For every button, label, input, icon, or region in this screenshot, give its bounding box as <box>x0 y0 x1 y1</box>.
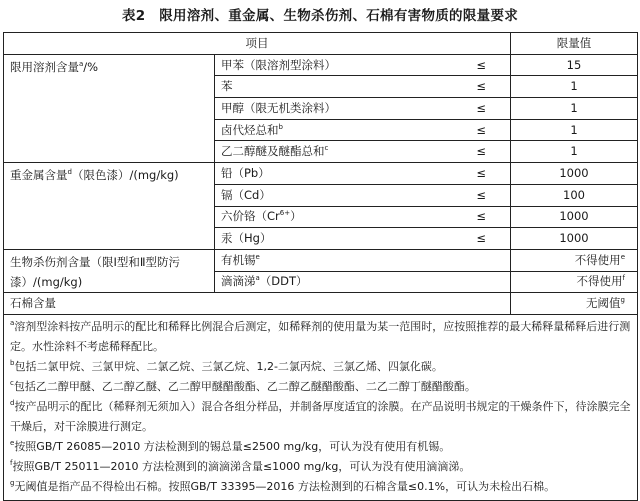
item-cell: 铅（Pb） <box>215 163 453 185</box>
footnote: $^d$按产品明示的配比（稀释剂无须加入）混合各组分样品，并制备厚度适宜的涂膜。在产品说明书规定的干燥条件下，待涂膜完全干燥后，对干涂膜进行测定。 <box>10 398 631 433</box>
footnote: $^b$包括二氯甲烷、三氯甲烷、二氯乙烷、三氯乙烷、1,2-二氯丙烷、三氯乙烯、四氯化碳。 <box>10 358 443 373</box>
value-cell: 100 <box>511 184 638 206</box>
item-cell: 汞（Hg） <box>215 228 453 250</box>
header-limit: 限量值 <box>511 33 638 55</box>
value-cell: 1 <box>511 76 638 98</box>
table-title: 表2 限用溶剂、重金属、生物杀伤剂、石棉有害物质的限量要求 <box>121 8 519 24</box>
asbestos-value: 无阈值$^g$ <box>511 293 638 315</box>
table-row <box>4 293 638 315</box>
value-cell: 15 <box>511 54 638 76</box>
item-cell: 甲苯（限溶剂型涂料） <box>215 54 453 76</box>
operator-cell: ≤ <box>453 206 511 228</box>
operator-cell: ≤ <box>453 184 511 206</box>
footnotes <box>4 314 638 500</box>
table-header-row <box>4 33 638 55</box>
value-cell: 不得使用$^e$ <box>511 249 638 271</box>
value-cell: 1 <box>511 119 638 141</box>
item-cell: 镉（Cd） <box>215 184 453 206</box>
item-cell: 六价铬$(Cr^{6+})$ <box>215 206 453 228</box>
operator-cell: ≤ <box>453 54 511 76</box>
operator-cell: ≤ <box>453 119 511 141</box>
value-cell: 1000 <box>511 206 638 228</box>
footnote: $^e$按照GB/T 26085—2010 方法检测到的锡总量≤2500 mg/kg，可认为没有使用有机锡。 <box>10 438 451 453</box>
operator-cell <box>453 249 511 271</box>
category-cell: 生物杀伤剂含量（限Ⅰ型和Ⅱ型防污漆）/(mg/kg) <box>4 249 215 292</box>
category-cell: 重金属含量$^d$（限色漆）/(mg/kg) <box>4 163 215 250</box>
operator-cell <box>453 271 511 293</box>
item-cell: 苯 <box>215 76 453 98</box>
table-row <box>4 249 638 271</box>
operator-cell: ≤ <box>453 163 511 185</box>
value-cell: 1 <box>511 98 638 120</box>
item-cell: 有机锡$^e$ <box>215 249 453 271</box>
limits-table <box>3 32 638 501</box>
value-cell: 不得使用$^f$ <box>511 271 638 293</box>
table-row <box>4 54 638 76</box>
value-cell: 1 <box>511 141 638 163</box>
footnote: $^a$溶剂型涂料按产品明示的配比和稀释比例混合后测定，如稀释剂的使用量为某一范围时，应按照推荐的最大稀释量稀释后进行测定。水性涂料不考虑稀释配比。 <box>10 318 631 353</box>
value-cell: 1000 <box>511 228 638 250</box>
item-cell: 滴滴涕$^a$（DDT） <box>215 271 453 293</box>
operator-cell: ≤ <box>453 76 511 98</box>
header-item: 项目 <box>4 33 511 55</box>
operator-cell: ≤ <box>453 141 511 163</box>
item-cell: 甲醇（限无机类涂料） <box>215 98 453 120</box>
operator-cell: ≤ <box>453 98 511 120</box>
item-cell: 乙二醇醚及醚酯总和$^c$ <box>215 141 453 163</box>
footnote: $^f$按照GB/T 25011—2010 方法检测到的滴滴涕含量≤1000 mg/kg，可认为没有使用滴滴涕。 <box>10 458 471 473</box>
value-cell: 1000 <box>511 163 638 185</box>
operator-cell: ≤ <box>453 228 511 250</box>
table-row <box>4 163 638 185</box>
footnote: $^g$无阈值是指产品不得检出石棉。按照GB/T 33395—2016 方法检测到的石棉含量≤0.1%，可认为未检出石棉。 <box>10 478 556 493</box>
notes-row <box>4 314 638 500</box>
footnote: $^c$包括乙二醇甲醚、乙二醇乙醚、乙二醇甲醚醋酸酯、乙二醇乙醚醋酸酯、二乙二醇丁醚醋酸酯。 <box>10 378 476 393</box>
item-cell: 卤代烃总和$^b$ <box>215 119 453 141</box>
category-cell: 限用溶剂含量$^a$/% <box>4 54 215 162</box>
asbestos-label: 石棉含量 <box>4 293 511 315</box>
